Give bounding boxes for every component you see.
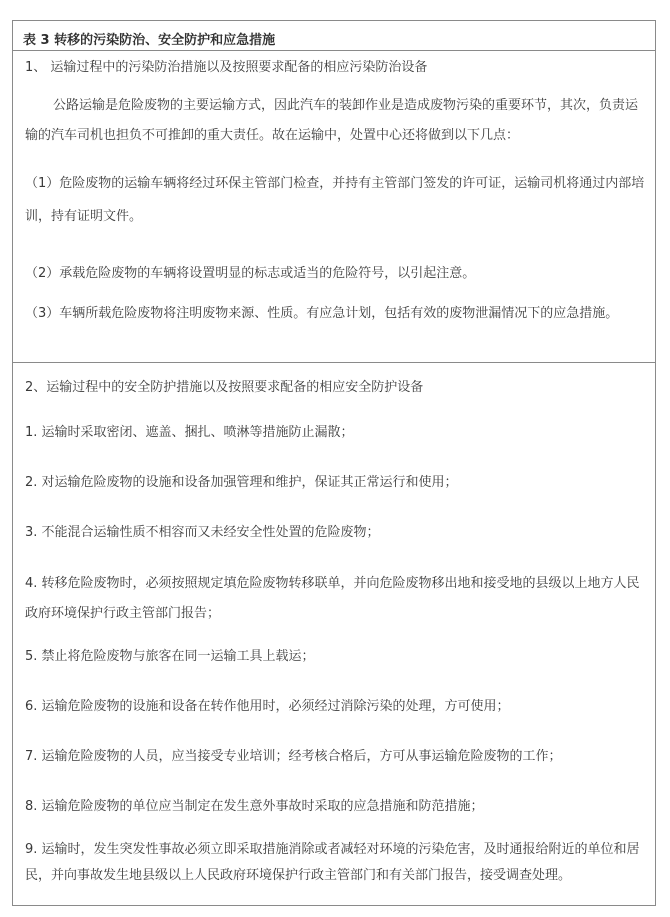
section2-item-9: 9. 运输时，发生突发性事故必须立即采取措施消除或者减轻对环境的污染危害，及时通报给附近的单位和居民，并向事故发生地县级以上人民政府环境保护行政主管部门和有关部门报告，接受调查处理。 [25, 842, 640, 883]
section-pollution-control [13, 51, 655, 363]
section-safety-protection [13, 363, 655, 907]
section2-item-6: 6. 运输危险废物的设施和设备在转作他用时，必须经过消除污染的处理，方可使用； [25, 699, 510, 714]
section2-heading: 2、运输过程中的安全防护措施以及按照要求配备的相应安全防护设备 [25, 380, 424, 395]
section2-item-2: 2. 对运输危险废物的设施和设备加强管理和维护，保证其正常运行和使用； [25, 475, 458, 490]
section1-intro: 公路运输是危险废物的主要运输方式，因此汽车的装卸作业是造成废物污染的重要环节，其次，负责运输的汽车司机也担负不可推卸的重大责任。故在运输中，处置中心还将做到以下几点： [25, 98, 639, 143]
table-title: 表 3 转移的污染防治、安全防护和应急措施 [23, 33, 276, 48]
section1-item-2: （2）承载危险废物的车辆将设置明显的标志或适当的危险符号，以引起注意。 [25, 266, 476, 281]
section2-item-5: 5. 禁止将危险废物与旅客在同一运输工具上载运； [25, 649, 315, 664]
section2-item-3: 3. 不能混合运输性质不相容而又未经安全性处置的危险废物； [25, 525, 380, 540]
section2-item-7: 7. 运输危险废物的人员，应当接受专业培训；经考核合格后，方可从事运输危险废物的工作； [25, 749, 562, 764]
table-title-row [13, 21, 655, 51]
section1-item-3: （3）车辆所载危险废物将注明废物来源、性质。有应急计划，包括有效的废物泄漏情况下的应急措施。 [25, 306, 619, 321]
section2-item-4: 4. 转移危险废物时，必须按照规定填危险废物转移联单，并向危险废物移出地和接受地的县级以上地方人民政府环境保护行政主管部门报告； [25, 576, 640, 621]
document-table [12, 20, 656, 906]
section1-item-1: （1）危险废物的运输车辆将经过环保主管部门检查，并持有主管部门签发的许可证，运输司机将通过内部培训，持有证明文件。 [25, 176, 645, 224]
section1-heading: 1、 运输过程中的污染防治措施以及按照要求配备的相应污染防治设备 [25, 60, 428, 75]
section2-item-8: 8. 运输危险废物的单位应当制定在发生意外事故时采取的应急措施和防范措施； [25, 799, 484, 814]
section2-item-1: 1. 运输时采取密闭、遮盖、捆扎、喷淋等措施防止漏散； [25, 425, 354, 440]
